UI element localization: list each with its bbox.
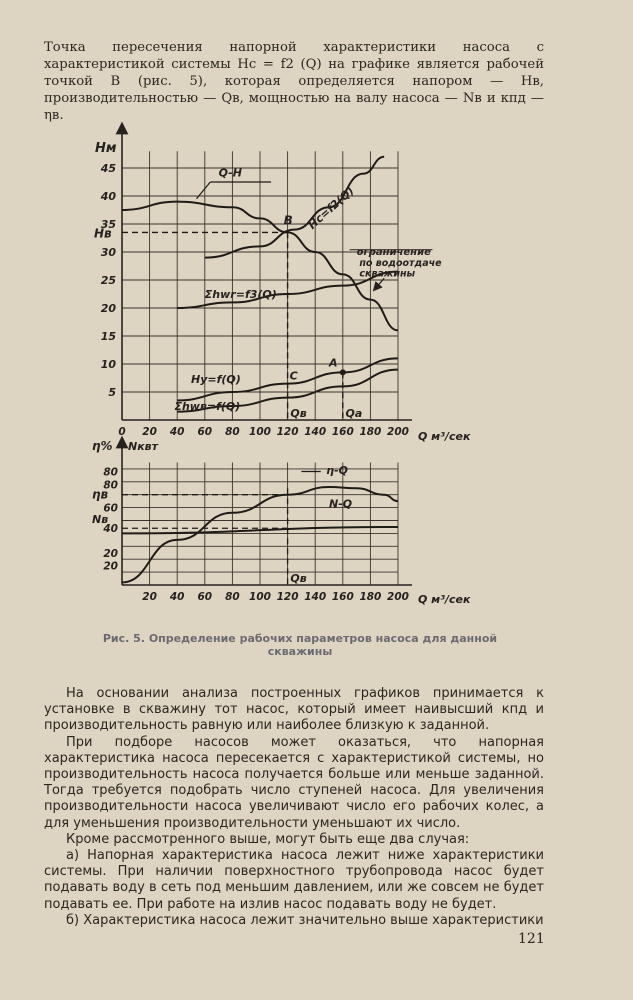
y-tick-label: 35 [100,218,116,231]
body-paragraph: б) Характеристика насоса лежит значительно выше характеристики [66,912,544,928]
y-tick-label: 45 [100,162,116,175]
x-tick-label: 180 [359,426,382,438]
x-axis-label: Q м³/сек [418,593,471,606]
x-tick-label: 80 [225,591,240,603]
x-tick-label: 0 [118,426,126,438]
x-tick-label: 40 [169,426,185,438]
point-c-label: C [289,369,298,383]
body-paragraph: При подборе насосов может оказаться, что напорная характеристика насоса пересекается с характеристикой системы, но производительность насоса получается больше или меньше заданной. Тогда требуется подобрать число ступеней насоса. Для увеличения производительности насоса увеличивают число его рабочих колес, а для уменьшения производительности уменьшают их число. [44,734,544,831]
limit-label-2: по водоотдаче [359,258,442,269]
hwr-label: Σhwr=f3(Q) [204,287,277,301]
body-text [44,686,544,929]
y-tick-label: 10 [100,358,116,371]
y-tick-label: 25 [100,274,116,287]
top-chart-labels [94,166,442,420]
x-tick-label: 160 [331,591,354,603]
hv-label: Hв [94,226,112,241]
bottom-chart-axes [122,442,412,585]
qv-label: Qв [290,572,307,585]
point-a-label: A [329,356,338,370]
y-tick-label: 80 [103,479,118,492]
y-tick-label: 60 [103,502,118,515]
y-tick-label: 20 [103,547,118,560]
y-tick-label: 30 [100,246,116,259]
intro-paragraph: Точка пересечения напорной характеристики насоса с характеристикой системы Hc = f2 (Q) на графике является рабочей точкой В (рис. 5), которая определяется напором — Hв, производительностью — Qв, мощностью на валу насоса — Nв и кпд — ηв. [44,40,544,123]
x-tick-label: 140 [304,426,327,438]
hwv-label: Σhwв=f(Q) [174,399,241,413]
y-tick-label: 5 [108,386,116,399]
figure-5 [82,118,471,608]
limit-label-1: ограничение [356,246,431,258]
hc-label: Hс=f2(Q) [305,184,357,232]
bottom-chart-grid [122,462,398,585]
q-h-label: Q-H [218,166,242,180]
caption-line-1: Рис. 5. Определение рабочих параметров насоса для данной [102,632,498,645]
y-axis-label-eta: η% [92,439,113,453]
x-tick-label: 100 [249,426,271,438]
x-tick-label: 200 [387,591,409,603]
x-tick-label: 200 [387,426,409,438]
y-tick-label: 80 [103,466,118,479]
x-tick-label: 60 [197,426,213,438]
y-tick-label: 20 [100,302,116,315]
x-tick-label: 120 [276,591,299,603]
y-axis-label-n: Nквт [128,440,159,453]
hy-label: Hy=f(Q) [191,373,241,387]
x-tick-label: 20 [142,426,157,438]
x-tick-label: 20 [142,591,157,603]
bottom-chart-tick-labels [92,439,471,606]
body-paragraph: Кроме рассмотренного выше, могут быть еще два случая: [66,831,470,847]
y-axis-label: Hм [95,141,117,156]
y-tick-label: 20 [103,560,118,573]
page-number: 121 [518,931,545,947]
n-v-label: Nв [92,513,109,527]
point-b-label: B [283,213,293,228]
x-tick-label: 100 [249,591,271,603]
qa-label: Qa [345,407,363,420]
x-tick-label: 180 [359,591,382,603]
y-tick-label: 40 [103,523,118,536]
qv-label: Qв [290,407,307,420]
y-tick-label: 40 [100,190,116,203]
body-paragraph: а) Напорная характеристика насоса лежит ниже характеристики системы. При наличии поверхностного трубопровода насос будет подавать воду в сеть под меньшим давлением, или же совсем не будет подавать ее. При работе на излив насос подавать воду не будет. [44,848,544,912]
body-paragraph: На основании анализа построенных графиков принимается к установке в скважину тот насос, который имеет наивысший кпд и производительность равную или наиболее близкую к заданной. [44,686,544,734]
n-q-label: N-Q [329,497,353,511]
eta-v-label: ηв [92,487,109,502]
caption-line-2: скважины [267,645,333,658]
point-a-dot [340,369,346,375]
x-tick-label: 60 [197,591,213,603]
x-tick-label: 120 [276,426,299,438]
limit-label-3: скважины [359,268,416,280]
x-tick-label: 160 [331,426,354,438]
x-tick-label: 40 [169,591,185,603]
figure-caption [70,632,530,658]
x-tick-label: 80 [225,426,240,438]
x-axis-label: Q м³/сек [418,430,471,443]
eta-q-label: η-Q [326,464,348,478]
y-tick-label: 15 [100,330,116,343]
x-tick-label: 140 [304,591,327,603]
